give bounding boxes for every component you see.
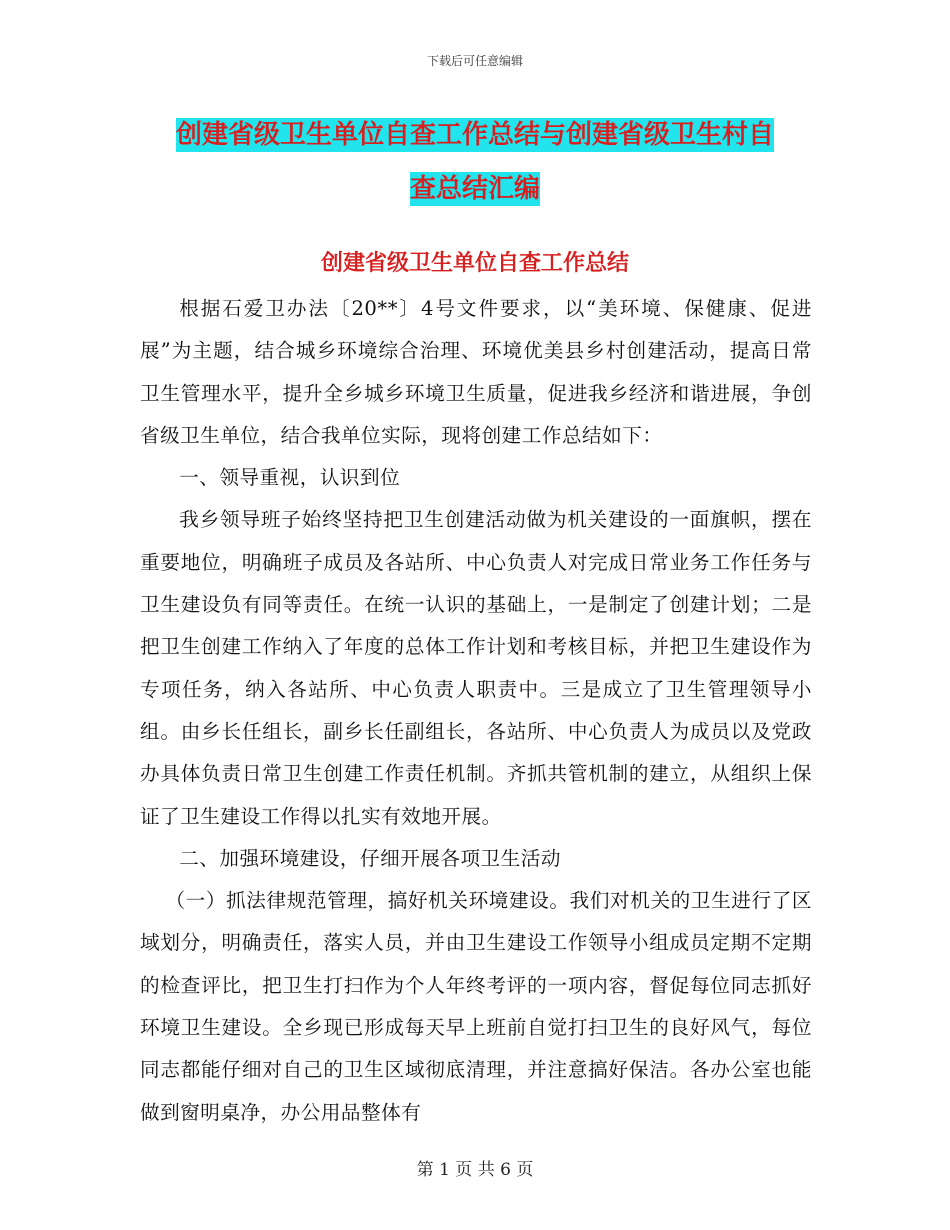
page-number: 第 1 页 共 6 页 [416, 1160, 534, 1180]
paragraph-intro: 根据石爱卫办法〔20**〕4号文件要求，以“美环境、保健康、促进展”为主题，结合城乡环境综合治理、环境优美县乡村创建活动，提高日常卫生管理水平，提升全乡城乡环境卫生质量，促进我乡经济和谐进展，争创省级卫生单位，结合我单位实际，现将创建工作总结如下： [140, 297, 812, 447]
document-title-line-2: 查总结汇编 [409, 174, 540, 204]
document-title-line-1: 创建省级卫生单位自查工作总结与创建省级卫生村自 [175, 120, 774, 150]
section-title: 创建省级卫生单位自查工作总结 [320, 251, 629, 276]
paragraph-environment: （一）抓法律规范管理，搞好机关环境建设。我们对机关的卫生进行了区域划分，明确责任，落实人员，并由卫生建设工作领导小组成员定期不定期的检查评比，把卫生打扫作为个人年终考评的一项内容，督促每位同志抓好环境卫生建设。全乡现已形成每天早上班前自觉打扫卫生的良好风气，每位同志都能仔细对自己的卫生区域彻底清理，并注意搞好保洁。各办公室也能做到窗明桌净，办公用品整体有 [140, 889, 812, 1124]
page-header-note: 下载后可任意编辑 [426, 54, 523, 68]
document-body [140, 288, 812, 1134]
document-title [140, 108, 810, 216]
heading-section-1: 一、领导重视，认识到位 [179, 466, 401, 490]
paragraph-leadership: 我乡领导班子始终坚持把卫生创建活动做为机关建设的一面旗帜，摆在重要地位，明确班子成员及各站所、中心负责人对完成日常业务工作任务与卫生建设负有同等责任。在统一认识的基础上，一是制定了创建计划；二是把卫生创建工作纳入了年度的总体工作计划和考核目标，并把卫生建设作为专项任务，纳入各站所、中心负责人职责中。三是成立了卫生管理领导小组。由乡长任组长，副乡长任副组长，各站所、中心负责人为成员以及党政办具体负责日常卫生创建工作责任机制。齐抓共管机制的建立，从组织上保证了卫生建设工作得以扎实有效地开展。 [140, 508, 812, 828]
heading-section-2: 二、加强环境建设，仔细开展各项卫生活动 [179, 846, 561, 870]
